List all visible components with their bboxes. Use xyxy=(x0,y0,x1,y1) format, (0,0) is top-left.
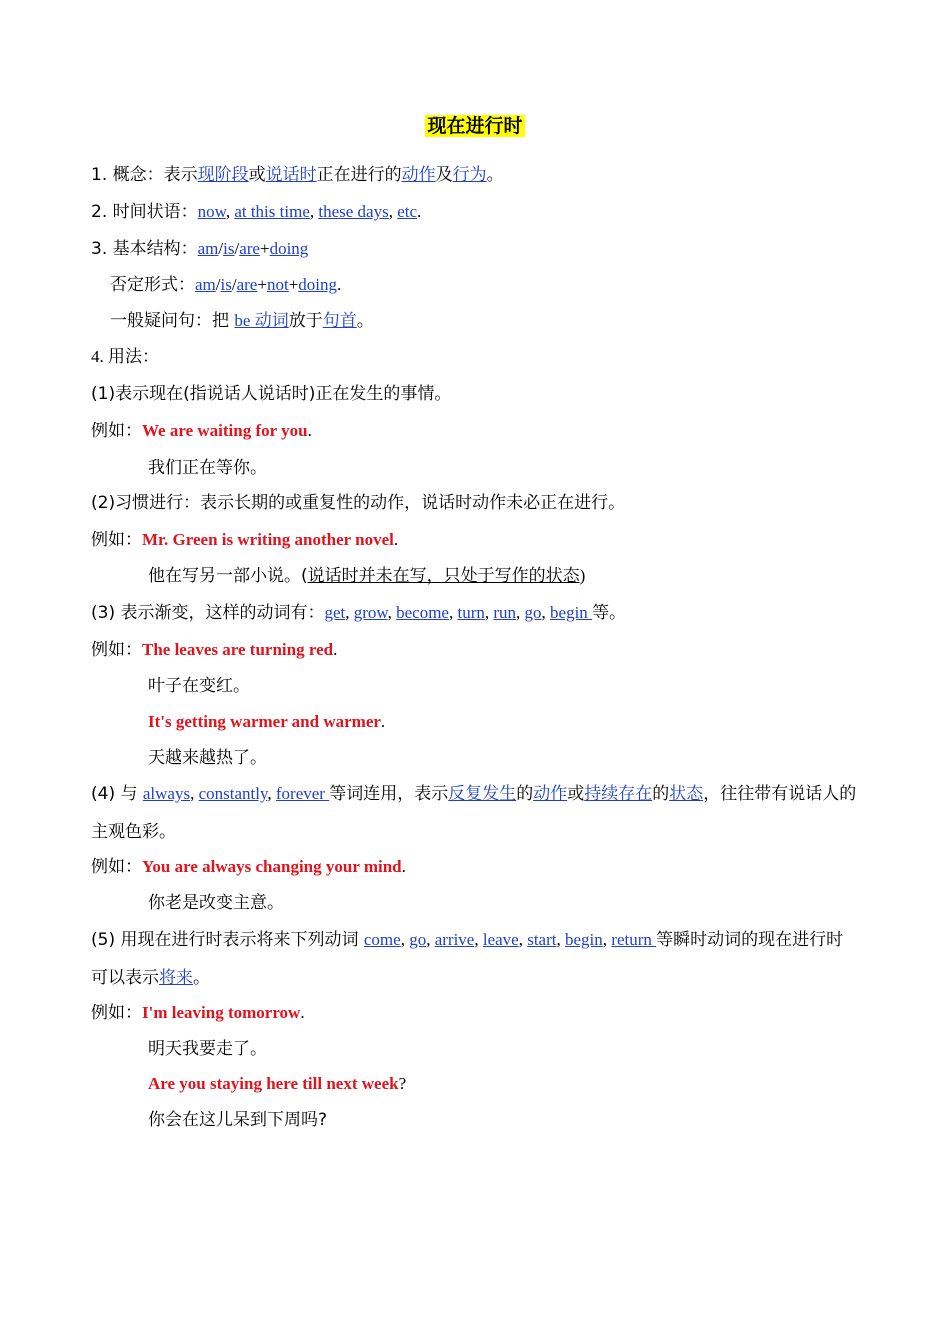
link-now[interactable]: now xyxy=(197,202,226,221)
example-sentence: Mr. Green is writing another novel xyxy=(142,530,394,549)
usage-5-example-2: Are you staying here till next week? xyxy=(148,1074,407,1093)
structure-line: 3. 基本结构：am/is/are+doing xyxy=(91,239,309,259)
link-repeated[interactable]: 反复发生 xyxy=(448,784,517,804)
link-am[interactable]: am xyxy=(195,275,216,294)
link-action[interactable]: 动作 xyxy=(401,165,436,185)
usage-3-translation-1: 叶子在变红。 xyxy=(148,676,250,696)
link-these-days[interactable]: these days xyxy=(318,202,389,221)
link-speaking-time[interactable]: 说话时 xyxy=(265,165,317,185)
usage-2-note: 说话时并未在写，只处于写作的状态 xyxy=(307,566,580,586)
link-verb-begin[interactable]: begin xyxy=(550,603,593,622)
usage-3-example-1: 例如：The leaves are turning red. xyxy=(91,640,338,660)
example-sentence: I'm leaving tomorrow xyxy=(142,1003,301,1022)
link-are[interactable]: are xyxy=(236,275,258,294)
usage-5-heading: (5) 用现在进行时表示将来下列动词 come, go, arrive, leave, start, begin, return 等瞬时动词的现在进行时可以表示将来。 xyxy=(91,930,844,988)
link-verb-turn[interactable]: turn xyxy=(457,603,485,622)
example-sentence: It's getting warmer and warmer xyxy=(148,712,381,731)
link-verb-come[interactable]: come xyxy=(363,930,401,949)
usage-heading: 4. 用法： xyxy=(91,347,159,366)
negative-form-line: 否定形式：am/is/are+not+doing. xyxy=(110,275,342,295)
link-verb-run[interactable]: run xyxy=(493,603,517,622)
question-form-line: 一般疑问句：把 be 动词放于句首。 xyxy=(110,311,374,331)
link-action[interactable]: 动作 xyxy=(533,784,568,804)
link-verb-arrive[interactable]: arrive xyxy=(434,930,475,949)
link-is[interactable]: is xyxy=(220,275,232,294)
usage-3-heading: (3) 表示渐变，这样的动词有：get, grow, become, turn, run, go, begin 等。 xyxy=(91,603,627,623)
usage-5-example-1: 例如：I'm leaving tomorrow. xyxy=(91,1003,305,1023)
usage-3-example-2: It's getting warmer and warmer. xyxy=(148,712,386,731)
link-not[interactable]: not xyxy=(266,275,289,294)
link-future[interactable]: 将来 xyxy=(159,968,193,988)
usage-4-example: 例如：You are always changing your mind. xyxy=(91,857,406,877)
link-doing[interactable]: doing xyxy=(269,239,309,258)
usage-2-example: 例如：Mr. Green is writing another novel. xyxy=(91,530,399,550)
link-at-this-time[interactable]: at this time xyxy=(234,202,310,221)
usage-5-translation-1: 明天我要走了。 xyxy=(148,1039,267,1059)
link-be-verb[interactable]: be 动词 xyxy=(234,311,289,330)
usage-1-heading: (1)表示现在(指说话人说话时)正在发生的事情。 xyxy=(91,384,452,404)
usage-2-heading: (2)习惯进行：表示长期的或重复性的动作，说话时动作未必正在进行。 xyxy=(91,493,626,513)
link-forever[interactable]: forever xyxy=(275,784,330,803)
link-verb-return[interactable]: return xyxy=(611,930,657,949)
usage-5-translation-2: 你会在这儿呆到下周吗? xyxy=(148,1110,328,1130)
link-verb-begin[interactable]: begin xyxy=(565,930,603,949)
link-verb-become[interactable]: become xyxy=(396,603,449,622)
link-verb-leave[interactable]: leave xyxy=(482,930,519,949)
example-sentence: The leaves are turning red xyxy=(142,640,334,659)
link-etc[interactable]: etc xyxy=(397,202,418,221)
usage-4-heading: (4) 与 always, constantly, forever 等词连用，表示反复发生的动作或持续存在的状态，往往带有说话人的主观色彩。 xyxy=(91,784,857,842)
link-doing[interactable]: doing xyxy=(298,275,338,294)
link-verb-start[interactable]: start xyxy=(527,930,557,949)
example-sentence: We are waiting for you xyxy=(142,421,308,440)
link-verb-go[interactable]: go xyxy=(524,603,542,622)
link-is[interactable]: is xyxy=(223,239,235,258)
link-are[interactable]: are xyxy=(239,239,260,258)
page-title: 现在进行时 xyxy=(427,115,523,137)
link-behavior[interactable]: 行为 xyxy=(452,165,487,185)
link-verb-go[interactable]: go xyxy=(409,930,427,949)
link-constantly[interactable]: constantly xyxy=(198,784,268,803)
link-state[interactable]: 状态 xyxy=(669,784,704,804)
usage-1-example: 例如：We are waiting for you. xyxy=(91,421,312,441)
time-adverbial-line: 2. 时间状语：now, at this time, these days, etc. xyxy=(91,202,422,222)
link-verb-grow[interactable]: grow xyxy=(353,603,388,622)
usage-4-translation: 你老是改变主意。 xyxy=(148,893,284,913)
usage-3-translation-2: 天越来越热了。 xyxy=(148,748,267,768)
example-sentence: Are you staying here till next week xyxy=(148,1074,399,1093)
usage-1-translation: 我们正在等你。 xyxy=(148,458,267,478)
link-always[interactable]: always xyxy=(142,784,191,803)
concept-line: 1. 概念：表示现阶段或说话时正在进行的动作及行为。 xyxy=(91,165,504,185)
example-sentence: You are always changing your mind xyxy=(142,857,402,876)
link-continuous[interactable]: 持续存在 xyxy=(584,784,653,804)
link-am[interactable]: am xyxy=(197,239,219,258)
link-sentence-start[interactable]: 句首 xyxy=(322,311,357,331)
link-verb-get[interactable]: get xyxy=(324,603,346,622)
usage-2-translation: 他在写另一部小说。(说话时并未在写，只处于写作的状态) xyxy=(148,566,586,586)
link-current-stage[interactable]: 现阶段 xyxy=(197,165,249,185)
